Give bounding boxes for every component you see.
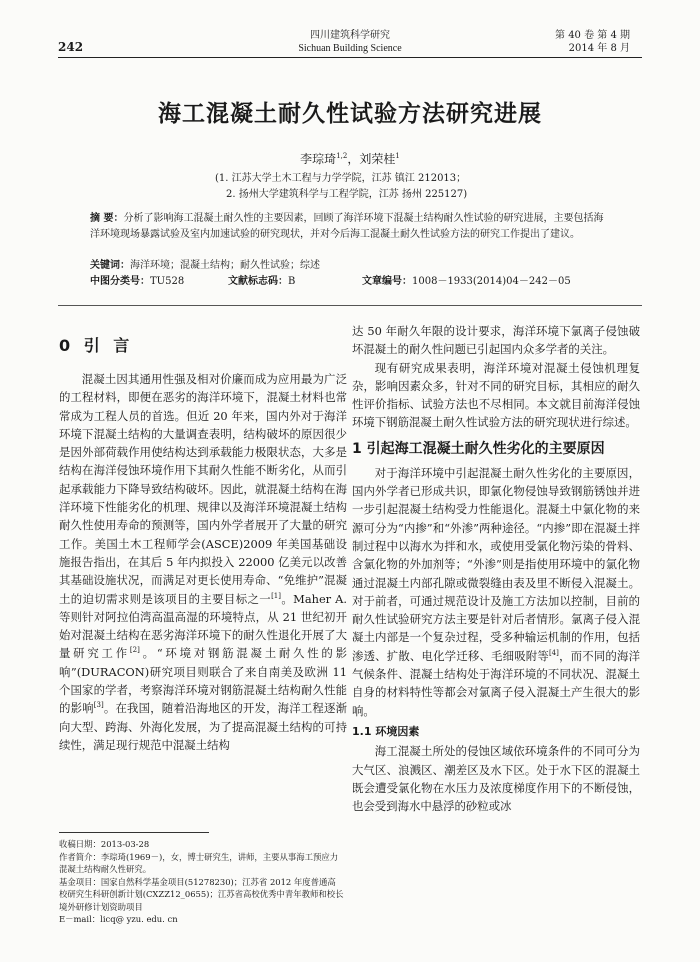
keywords-text: 海洋环境；混凝土结构；耐久性试验；综述	[130, 260, 320, 271]
author-1: 李琮琦	[300, 152, 337, 166]
keywords	[90, 258, 610, 274]
doc-code-value: B	[288, 276, 296, 287]
intro-paragraph-1	[59, 370, 347, 754]
footnote-email[interactable]: E－mail：licq@ yzu. edu. cn	[59, 914, 178, 924]
clc-value: TU528	[150, 276, 185, 287]
article-id-value: 1008－1933(2014)04－242－05	[412, 276, 571, 287]
affiliation-2: 2. 扬州大学建筑科学与工程学院，江苏 扬州 225127)	[226, 189, 468, 200]
journal-name-en: Sichuan Building Science	[298, 43, 402, 54]
issue-date: 2014 年 8 月	[568, 43, 630, 54]
left-column	[59, 370, 347, 754]
intro-text-b: 。Maher A. 等则针对阿拉伯湾高温高湿的环境特点，从 21 世纪初开始对混凝土结构在恶劣海洋环境下的耐久性退化开展了大量研究工作	[59, 591, 347, 661]
author-line	[0, 150, 700, 167]
running-header	[0, 0, 700, 58]
header-rule	[58, 57, 642, 58]
volume-issue: 第 40 卷 第 4 期	[555, 30, 630, 41]
subsection-1-1-paragraph: 海工混凝土所处的侵蚀区域依环境条件的不同可分为大气区、浪溅区、潮差区及水下区。处于水下区的混凝土既会遭受氯化物在水压力及浓度梯度作用下的不断侵蚀，也会受到海水中悬浮的砂粒或冰	[352, 744, 640, 814]
doc-code-field	[228, 275, 295, 289]
section-1-text-a: 对于海洋环境中引起混凝土耐久性劣化的主要原因，国内外学者已形成共识，即氯化物侵蚀导致钢筋锈蚀并进一步引起混凝土结构受力性能退化。混凝土中氯化物的来源可分为“内掺”和“外渗”两种途径。“内掺”即在混凝土拌制过程中以海水为拌和水，或使用受氯化物污染的骨料、含氯化物的外加剂等；“外渗”则是指使用环境中的氯化物通过混凝土内部孔隙或微裂缝由表及里不断侵入混凝土。对于前者，可通过规范设计及施工方法加以控制，目前的耐久性试验研究方法主要是针对后者情形。氯离子侵入混凝土内部是一个复杂过程，受多种输运机制的作用，包括渗透、扩散、电化学迁移、毛细吸附等	[352, 465, 640, 663]
abstract-rule	[58, 305, 642, 306]
section-1-text-b: ，而不同的海洋气候条件、混凝土结构处于海洋环境的不同状况、混凝土自身的材料特性等都会对氯离子侵入混凝土产生很大的影响。	[352, 648, 640, 718]
intro-text-c: 。“环境对钢筋混凝土耐久性的影响”(DURACON)研究项目则联合了来自南美及欧洲 11 个国家的学者，考察海洋环境对钢筋混凝土结构耐久性能的影响	[59, 646, 347, 716]
intro-paragraph-1-cont: 达 50 年耐久年限的设计要求，海洋环境下氯离子侵蚀破坏混凝土的耐久性问题已引起国内众多学者的关注。	[352, 324, 640, 357]
keywords-label: 关键词：	[90, 260, 130, 271]
right-column	[352, 322, 640, 815]
clc-label: 中图分类号：	[90, 276, 150, 287]
issue-info	[555, 29, 630, 55]
abstract-label: 摘 要：	[90, 213, 124, 224]
article-id-label: 文章编号：	[362, 276, 412, 287]
clc-field	[90, 275, 184, 289]
abstract-text: 分析了影响海工混凝土耐久性的主要因素，回顾了海洋环境下混凝土结构耐久性试验的研究进展，主要包括海洋环境现场暴露试验及室内加速试验的研究现状，并对今后海工混凝土耐久性试验方法的研究工作提出了建议。	[90, 213, 604, 240]
intro-text-a: 混凝土因其通用性强及相对价廉而成为应用最为广泛的工程材料，即便在恶劣的海洋环境下，混凝土材料也常常成为工程人员的首选。但近 20 年来，国内外对于海洋环境下混凝土结构的大量调查表明，结构破坏的原因很少是因外部荷载作用使结构达到承载能力极限状态，大多是结构在海洋侵蚀环境作用下其耐久性能不断劣化，从而引起承载能力下降导致结构破坏。因此，就混凝土结构在海洋环境下性能劣化的机理、规律以及海洋环境混凝土结构耐久性使用寿命的预测等，国内外学者展开了大量的研究工作。美国土木工程师学会(ASCE)2009 年美国基础设施报告指出，在其后 5 年内拟投入 22000 亿美元以改善其基础设施状况，而满足对更长使用寿命、“免维护”混凝土的迫切需求则是该项目的主要目标之一	[59, 372, 347, 606]
section-1-paragraph-1	[352, 464, 640, 720]
author-2: ，刘荣桂	[347, 152, 396, 166]
intro-paragraph-2: 现有研究成果表明，海洋环境对混凝土侵蚀机理复杂，影响因素众多，针对不同的研究目标，其相应的耐久性评价指标、试验方法也不尽相同。本文就目前海洋侵蚀环境下钢筋混凝土耐久性试验方法的研究现状进行综述。	[352, 360, 640, 430]
abstract	[90, 211, 610, 243]
footnote-author-bio: 作者简介：李琮琦(1969－)，女，博士研究生，讲师，主要从事海工预应力混凝土结构耐久性研究。	[59, 851, 339, 874]
doc-code-label: 文献标志码：	[228, 276, 288, 287]
citation-4[interactable]: [4]	[548, 648, 559, 657]
article-title: 海工混凝土耐久性试验方法研究进展	[158, 100, 542, 127]
section-1-heading: 1 引起海工混凝土耐久性劣化的主要原因	[352, 440, 605, 457]
section-0-heading: 0 引 言	[59, 336, 134, 355]
footnotes	[59, 838, 344, 926]
citation-3[interactable]: [3]	[93, 701, 104, 710]
citation-2[interactable]: [2]	[129, 646, 140, 655]
journal-name-cn: 四川建筑科学研究	[310, 30, 390, 41]
affiliation-1: (1. 江苏大学土木工程与力学学院，江苏 镇江 212013；	[215, 173, 467, 184]
author-1-affil: 1,2	[336, 152, 348, 160]
footnote-rule	[59, 832, 209, 833]
article-id-field	[362, 275, 571, 289]
author-2-affil: 1	[395, 152, 400, 160]
page-number: 242	[58, 40, 84, 54]
footnote-received: 收稿日期：2013-03-28	[59, 839, 150, 849]
footnote-funding: 基金项目：国家自然科学基金项目(51278230)；江苏省 2012 年度普通高校研究生科研创新计划(CXZZ12_0655)；江苏省高校优秀中青年教师和校长境外研修计划资助项目	[59, 876, 344, 912]
intro-text-d: 。在我国，随着沿海地区的开发，海洋工程逐渐向大型、跨海、外海化发展，为了提高混凝土结构的可持续性，满足现行规范中混凝土结构	[59, 701, 347, 752]
subsection-1-1-heading: 1.1 环境因素	[352, 724, 420, 738]
citation-1[interactable]: [1]	[271, 591, 281, 600]
